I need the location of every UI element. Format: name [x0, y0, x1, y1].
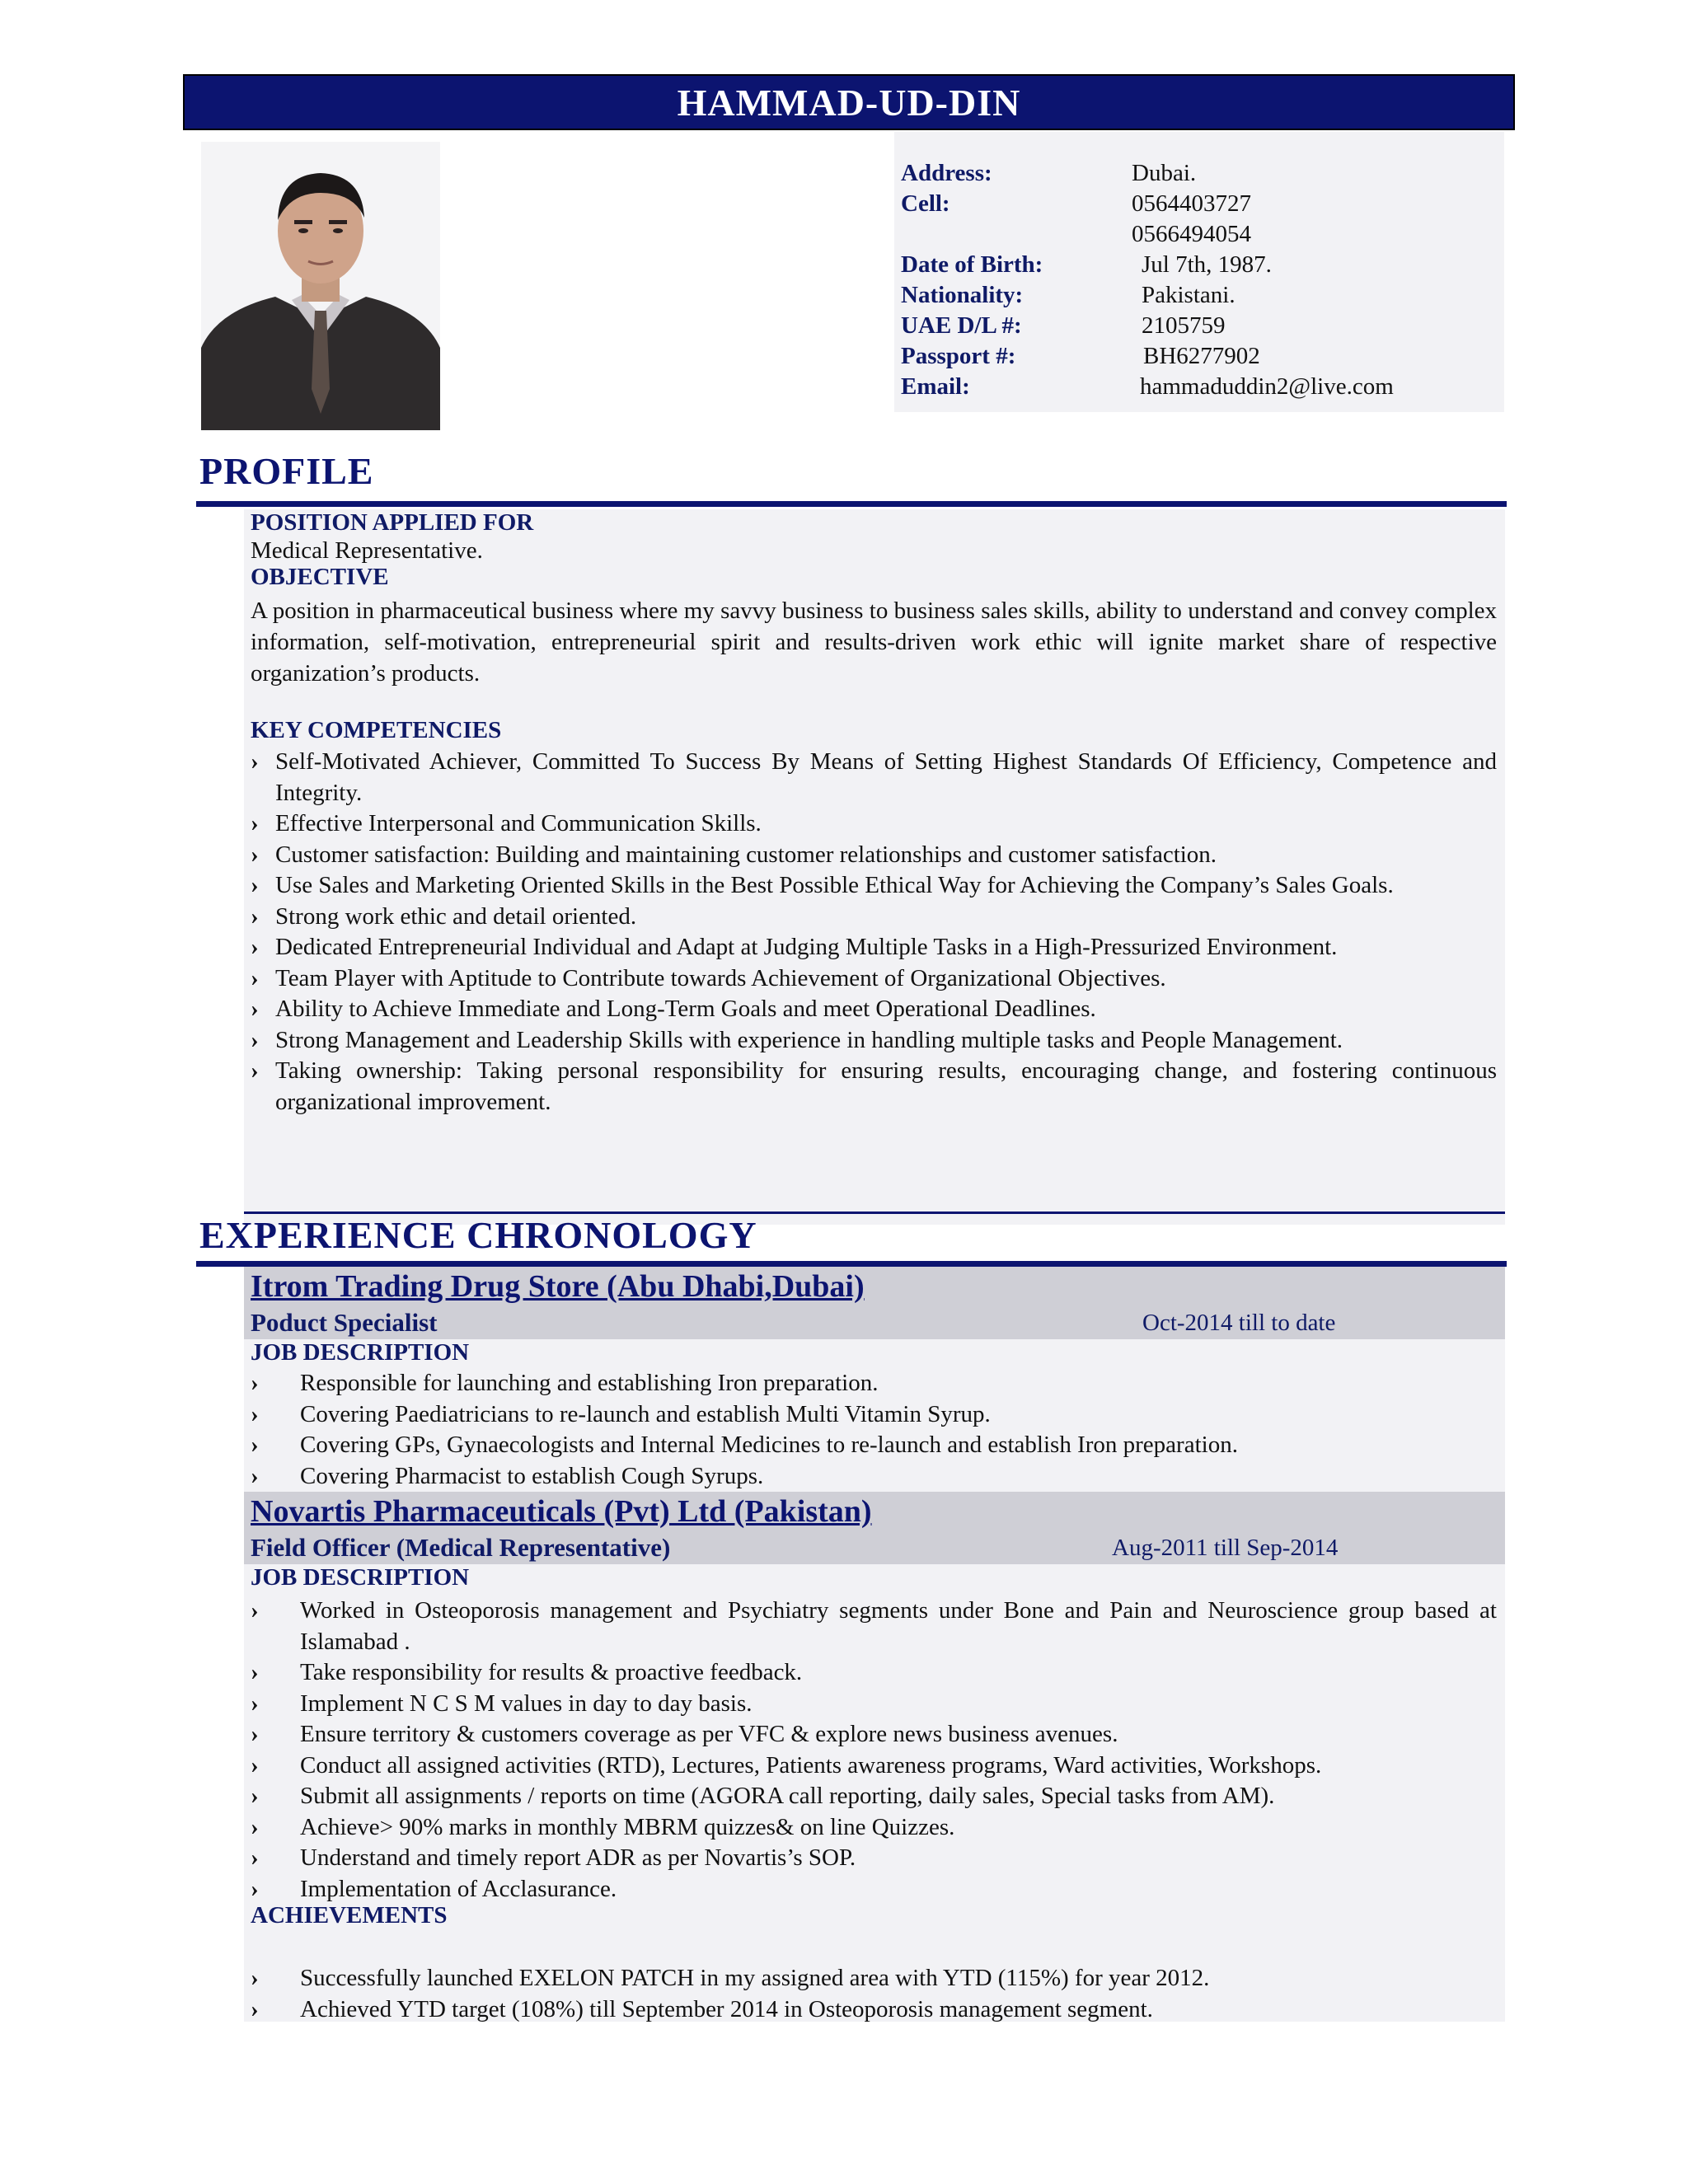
contact-address: Address: Dubai.	[901, 160, 1197, 186]
list-item: › Self-Motivated Achiever, Committed To Success By Means of Setting Highest Standards Of Efficiency, Competence and Integrity.	[251, 747, 1497, 808]
list-item: › Responsible for launching and establishing Iron preparation.	[251, 1368, 1497, 1399]
contact-nationality: Nationality: Pakistani.	[901, 282, 1236, 308]
experience-heading: EXPERIENCE CHRONOLOGY	[199, 1214, 757, 1256]
list-item: › Covering Pharmacist to establish Cough Syrups.	[251, 1461, 1497, 1493]
list-item: › Ability to Achieve Immediate and Long-Term Goals and meet Operational Deadlines.	[251, 994, 1497, 1025]
job-body-itrom	[244, 1339, 1505, 1492]
list-item: › Submit all assignments / reports on time (AGORA call reporting, daily sales, Special tasks from AM).	[251, 1781, 1497, 1812]
profile-section	[244, 509, 1505, 1225]
candidate-name: HAMMAD-UD-DIN	[677, 81, 1021, 124]
position-label: POSITION APPLIED FOR	[251, 509, 534, 536]
list-item: › Achieve> 90% marks in monthly MBRM quizzes& on line Quizzes.	[251, 1812, 1497, 1844]
list-item: › Strong work ethic and detail oriented.	[251, 902, 1497, 933]
job-dates: Oct-2014 till to date	[1142, 1310, 1336, 1336]
contact-email[interactable]: Email: hammaduddin2@live.com	[901, 373, 1394, 400]
list-item: › Covering Paediatricians to re-launch and establish Multi Vitamin Syrup.	[251, 1399, 1497, 1431]
competencies-label: KEY COMPETENCIES	[251, 717, 502, 743]
experience-rule	[196, 1261, 1507, 1267]
achievements-label: ACHIEVEMENTS	[251, 1902, 448, 1929]
list-item: › Take responsibility for results & proactive feedback.	[251, 1657, 1497, 1689]
profile-rule	[196, 501, 1507, 507]
company-name: Itrom Trading Drug Store (Abu Dhabi,Dubai)	[251, 1269, 865, 1304]
list-item: › Understand and timely report ADR as per Novartis’s SOP.	[251, 1843, 1497, 1874]
list-item: › Ensure territory & customers coverage as per VFC & explore news business avenues.	[251, 1719, 1497, 1750]
job-duties-list	[251, 1368, 1497, 1492]
list-item: › Successfully launched EXELON PATCH in my assigned area with YTD (115%) for year 2012.	[251, 1963, 1497, 1994]
list-item: › Implement N C S M values in day to day basis.	[251, 1689, 1497, 1720]
achievements-list	[251, 1963, 1497, 2025]
list-item: › Use Sales and Marketing Oriented Skills in the Best Possible Ethical Way for Achieving the Company’s Sales Goals.	[251, 870, 1497, 902]
company-name: Novartis Pharmaceuticals (Pvt) Ltd (Pakistan)	[251, 1494, 872, 1529]
job-header-novartis	[244, 1492, 1505, 1564]
list-item: › Implementation of Acclasurance.	[251, 1874, 1497, 1905]
list-item: › Customer satisfaction: Building and maintaining customer relationships and customer satisfaction.	[251, 840, 1497, 871]
list-item: › Dedicated Entrepreneurial Individual and Adapt at Judging Multiple Tasks in a High-Pressurized Environment.	[251, 932, 1497, 963]
email-link[interactable]: hammaduddin2@live.com	[1140, 373, 1394, 400]
contact-cell-2: 0566494054	[1132, 221, 1251, 247]
profile-heading: PROFILE	[199, 450, 374, 492]
contact-details	[894, 132, 1504, 412]
job-dates: Aug-2011 till Sep-2014	[1112, 1535, 1339, 1561]
list-item: › Strong Management and Leadership Skills with experience in handling multiple tasks and People Management.	[251, 1025, 1497, 1057]
contact-passport: Passport #: BH6277902	[901, 343, 1260, 369]
position-value: Medical Representative.	[251, 537, 483, 564]
list-item: › Taking ownership: Taking personal responsibility for ensuring results, encouraging change, and fostering continuous organizational improvement.	[251, 1056, 1497, 1118]
objective-text: A position in pharmaceutical business where my savvy business to business sales skills, ability to understand and convey complex information, self-motivation, entrepreneurial spirit and results-driven work ethic will ignite market share of respective organization’s products.	[251, 598, 1497, 687]
contact-license: UAE D/L #: 2105759	[901, 312, 1226, 339]
job-body-novartis	[244, 1564, 1505, 2022]
job-role: Field Officer (Medical Representative)	[251, 1533, 671, 1562]
profile-photo	[201, 142, 440, 430]
objective-label: OBJECTIVE	[251, 564, 389, 590]
list-item: › Covering GPs, Gynaecologists and Internal Medicines to re-launch and establish Iron preparation.	[251, 1430, 1497, 1461]
competencies-list	[251, 747, 1497, 1118]
job-duties-list	[251, 1596, 1497, 1905]
list-item: › Conduct all assigned activities (RTD), Lectures, Patients awareness programs, Ward activities, Workshops.	[251, 1750, 1497, 1782]
contact-cell: Cell: 0564403727	[901, 190, 1251, 217]
job-role: Poduct Specialist	[251, 1308, 438, 1337]
job-header-itrom	[244, 1267, 1505, 1339]
job-description-label: JOB DESCRIPTION	[251, 1339, 470, 1366]
list-item: › Achieved YTD target (108%) till September 2014 in Osteoporosis management segment.	[251, 1994, 1497, 2026]
list-item: › Worked in Osteoporosis management and Psychiatry segments under Bone and Pain and Neuroscience group based at Islamabad .	[251, 1596, 1497, 1657]
job-description-label: JOB DESCRIPTION	[251, 1564, 470, 1591]
list-item: › Effective Interpersonal and Communication Skills.	[251, 808, 1497, 840]
contact-dob: Date of Birth: Jul 7th, 1987.	[901, 251, 1272, 278]
list-item: › Team Player with Aptitude to Contribute towards Achievement of Organizational Objectives.	[251, 963, 1497, 995]
name-banner	[183, 74, 1515, 130]
person-photo-icon	[201, 142, 440, 430]
